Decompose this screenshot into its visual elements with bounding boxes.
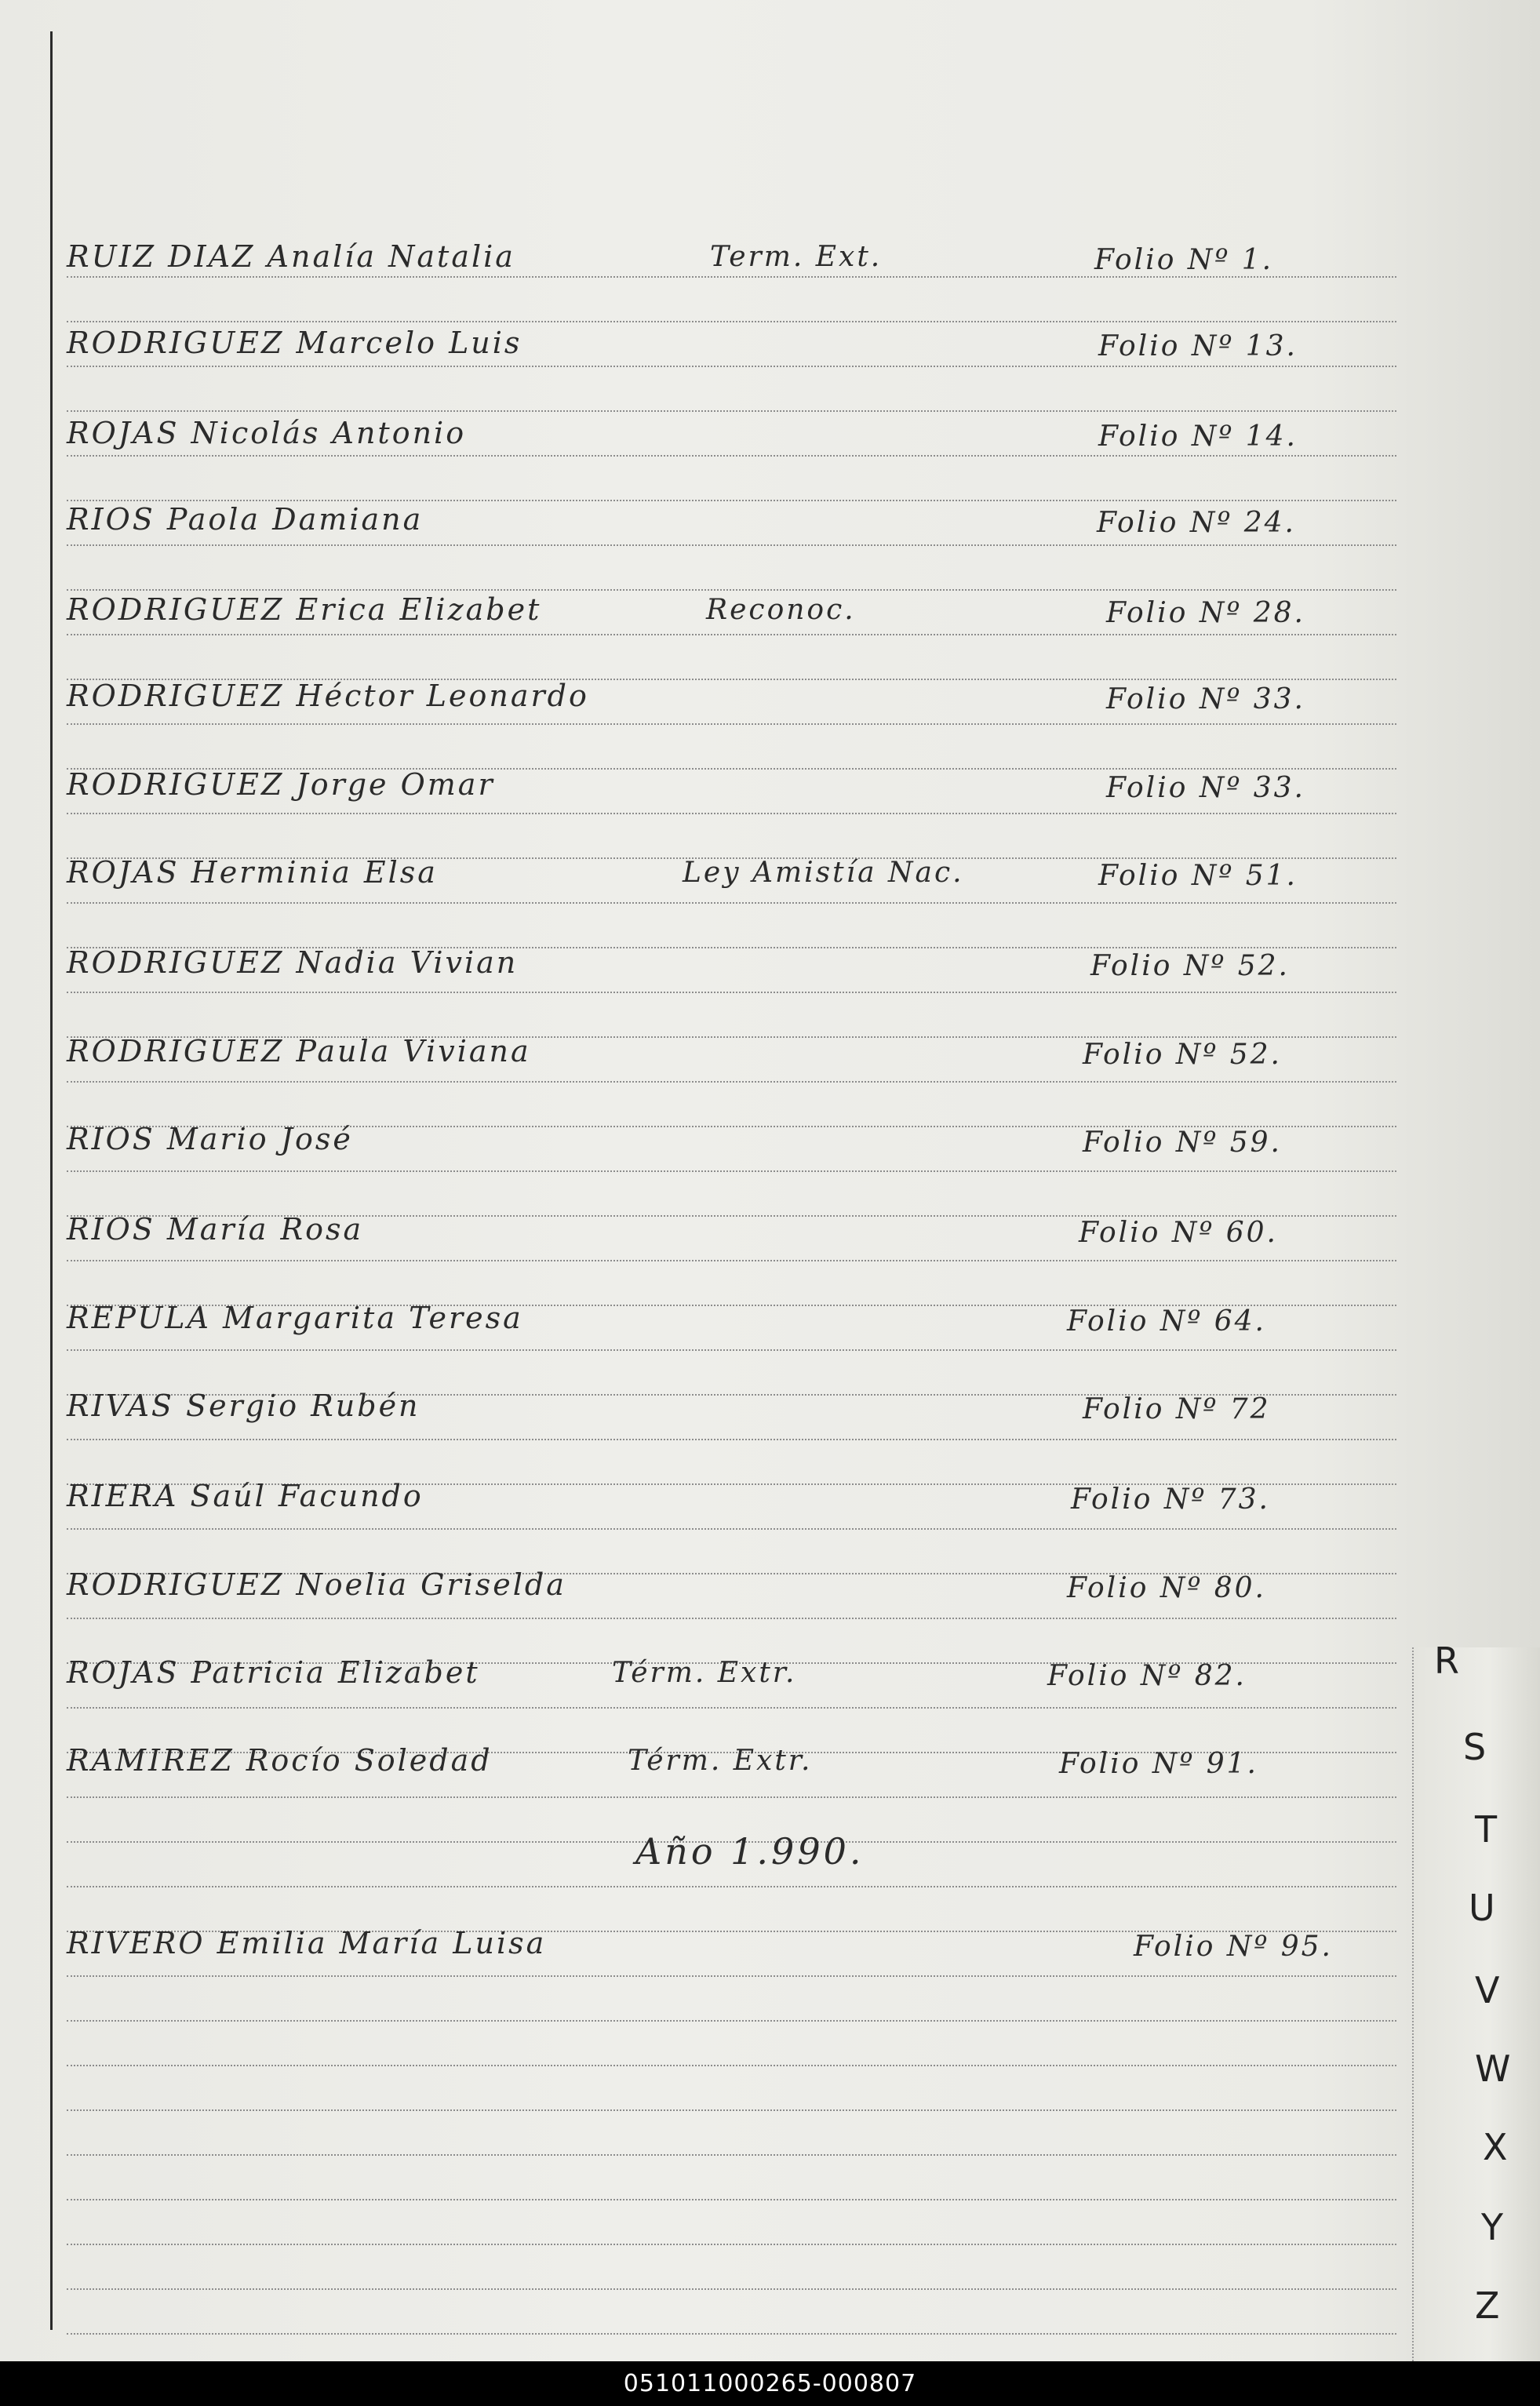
ruled-line <box>67 1170 1396 1172</box>
entry-name: ROJAS Nicolás Antonio <box>67 416 467 450</box>
ruled-line <box>67 2333 1396 2335</box>
ruled-line <box>67 2154 1396 2156</box>
entry-folio: Folio Nº 1. <box>1094 244 1274 276</box>
entry-name: RODRIGUEZ Jorge Omar <box>67 767 495 802</box>
index-tab-x[interactable]: X <box>1483 2126 1508 2168</box>
alphabet-index-tabs <box>1412 1640 1540 2361</box>
entry-name: RODRIGUEZ Noelia Griselda <box>67 1567 566 1602</box>
ruled-line <box>67 410 1396 412</box>
entry-name: RIVERO Emilia María Luisa <box>67 1926 547 1960</box>
entry-name: RIOS Mario José <box>67 1122 353 1156</box>
entry-folio: Folio Nº 64. <box>1067 1305 1266 1338</box>
entry-note: Ley Amistía Nac. <box>683 857 964 889</box>
entry-folio: Folio Nº 91. <box>1059 1748 1258 1780</box>
entry-folio: Folio Nº 33. <box>1106 683 1305 715</box>
year-heading: Año 1.990. <box>635 1830 865 1873</box>
entry-note: Term. Ext. <box>710 241 883 273</box>
entry-name: REPULA Margarita Teresa <box>67 1301 523 1335</box>
ruled-line <box>67 2244 1396 2245</box>
ruled-line <box>67 500 1396 501</box>
ruled-line <box>67 589 1396 591</box>
entry-name: RIOS Paola Damiana <box>67 502 424 537</box>
ruled-line <box>67 1618 1396 1619</box>
index-tab-w[interactable]: W <box>1475 2047 1511 2090</box>
ruled-line <box>67 1528 1396 1530</box>
ruled-line <box>67 723 1396 725</box>
entry-folio: Folio Nº 28. <box>1106 597 1305 629</box>
ruled-line <box>67 634 1396 635</box>
entry-name: RIOS María Rosa <box>67 1212 364 1247</box>
ruled-line <box>67 1439 1396 1440</box>
ruled-line <box>67 1886 1396 1887</box>
entry-folio: Folio Nº 59. <box>1083 1127 1282 1159</box>
index-tab-u[interactable]: U <box>1469 1887 1495 1929</box>
index-tab-v[interactable]: V <box>1475 1969 1500 2011</box>
entry-name: RODRIGUEZ Nadia Vivian <box>67 945 519 980</box>
ruled-line <box>67 2020 1396 2022</box>
index-tab-s[interactable]: S <box>1463 1726 1487 1768</box>
margin-line <box>50 31 53 2330</box>
entry-name: RIERA Saúl Facundo <box>67 1479 424 1513</box>
ruled-line <box>67 1975 1396 1977</box>
entry-folio: Folio Nº 24. <box>1097 507 1296 539</box>
ruled-line <box>67 2199 1396 2200</box>
ruled-line <box>67 1260 1396 1261</box>
ruled-line <box>67 455 1396 457</box>
ruled-line <box>67 2109 1396 2111</box>
entry-name: RAMIREZ Rocío Soledad <box>67 1743 493 1778</box>
ruled-line <box>67 321 1396 322</box>
ruled-line <box>67 2065 1396 2066</box>
entry-note: Reconoc. <box>706 594 856 626</box>
entry-name: RIVAS Sergio Rubén <box>67 1389 420 1423</box>
index-tab-z[interactable]: Z <box>1475 2284 1500 2327</box>
entry-folio: Folio Nº 13. <box>1098 330 1298 362</box>
ruled-line <box>67 276 1396 278</box>
ruled-line <box>67 1349 1396 1351</box>
entry-folio: Folio Nº 95. <box>1134 1931 1333 1963</box>
footer-code: 051011000265-000807 <box>0 2361 1540 2406</box>
entry-folio: Folio Nº 72 <box>1083 1393 1271 1425</box>
entry-folio: Folio Nº 52. <box>1090 950 1290 982</box>
entry-name: RODRIGUEZ Paula Viviana <box>67 1034 531 1068</box>
entry-folio: Folio Nº 60. <box>1079 1217 1278 1249</box>
entry-folio: Folio Nº 82. <box>1047 1660 1247 1692</box>
ruled-line <box>67 902 1396 904</box>
entry-name: RODRIGUEZ Marcelo Luis <box>67 326 522 360</box>
entry-name: ROJAS Patricia Elizabet <box>67 1655 480 1690</box>
ruled-line <box>67 544 1396 546</box>
ruled-line <box>67 1081 1396 1083</box>
entry-folio: Folio Nº 52. <box>1083 1039 1282 1071</box>
entry-name: RODRIGUEZ Erica Elizabet <box>67 592 542 627</box>
ruled-line <box>67 1707 1396 1709</box>
ruled-line <box>67 366 1396 367</box>
entry-note: Térm. Extr. <box>628 1745 813 1777</box>
ruled-line <box>67 1796 1396 1798</box>
index-tab-t[interactable]: T <box>1475 1808 1498 1851</box>
entry-folio: Folio Nº 51. <box>1098 860 1298 892</box>
index-tab-y[interactable]: Y <box>1481 2206 1504 2248</box>
entry-folio: Folio Nº 80. <box>1067 1572 1266 1604</box>
ruled-line <box>67 992 1396 993</box>
entry-note: Térm. Extr. <box>612 1657 797 1689</box>
index-tab-r[interactable]: R <box>1434 1640 1459 1682</box>
entry-name: ROJAS Herminia Elsa <box>67 855 438 890</box>
entry-folio: Folio Nº 73. <box>1071 1483 1270 1516</box>
entry-folio: Folio Nº 33. <box>1106 772 1305 804</box>
entry-name: RODRIGUEZ Héctor Leonardo <box>67 679 589 713</box>
ruled-line <box>67 813 1396 814</box>
entry-name: RUIZ DIAZ Analía Natalia <box>67 239 515 274</box>
ruled-line <box>67 2288 1396 2290</box>
entry-folio: Folio Nº 14. <box>1098 420 1298 453</box>
